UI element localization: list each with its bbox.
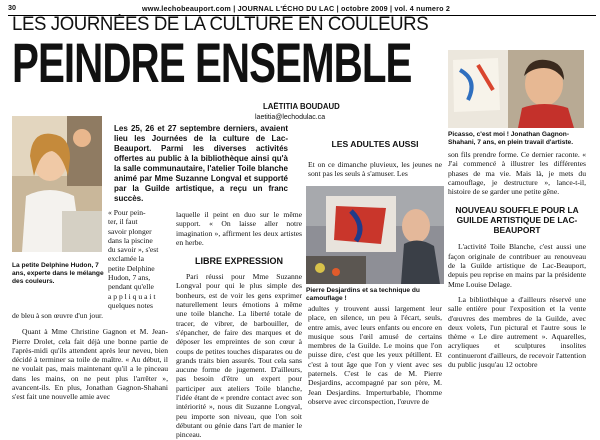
- photo-caption-jonathan: Picasso, c'est moi ! Jonathan Gagnon-Shahani, 7 ans, en plein travail d'artiste.: [448, 131, 574, 146]
- paragraph: Pari réussi pour Mme Suzanne Longval pour qui le plus simple des bonheurs, est de voir les gens exprimer naturellement leurs émotions à même une toile blanche. La liberté totale de tracer, de vibrer, de barbouiller, de s'épancher, de faire des marques et de déposer les empreintes de son cœur à coups de petites touches disparates ou de grands traits bien assurés. Tout cela sans aucune forme de jugement. D'ailleurs, pas besoin d'être un expert pour participer aux ateliers Toile blanche, l'idée étant de « prendre contact avec son intériorité », nous dit Suzanne Longval, peu importe son niveau, que l'on soit débutant ou génie dans l'art de manier le pinceau.: [176, 272, 302, 440]
- photo-pierre: [306, 186, 444, 284]
- text-line: quelques notes: [108, 300, 153, 310]
- column-1-body: [12, 311, 168, 402]
- text-line: savoir plonger: [108, 226, 152, 236]
- column-3-intro: Et on ce dimanche pluvieux, les jeunes ne sont pas les seuls à s'amuser. Les: [308, 160, 442, 179]
- subhead-adultes-aussi: LES ADULTES AUSSI: [331, 139, 419, 149]
- paragraph: son fils prendre forme. Ce dernier raconte. « J'ai commencé à illustrer les différentes phases de ma vie. Mais là, je mets du camouflage, je destructure », lance-t-il, histoire de se garder une petite gêne.: [448, 150, 586, 197]
- photo-caption-delphine: La petite Delphine Hudon, 7 ans, experte dans le mélange des couleurs.: [12, 262, 104, 285]
- photo-jonathan: [448, 50, 584, 128]
- subhead-nouveau-souffle: NOUVEAU SOUFFLE POUR LA GUILDE ARTISTIQUE DE LAC-BEAUPORT: [455, 205, 579, 236]
- article-kicker: LES JOURNÉES DE LA CULTURE EN COULEURS: [12, 14, 429, 35]
- text-line: de bleu à son œuvre d'un jour.: [12, 311, 103, 320]
- wrap-text: [108, 208, 168, 310]
- photo-delphine: [12, 116, 102, 252]
- column-2-body: [176, 210, 302, 440]
- byline-author: LAËTITIA BOUDAUD: [263, 102, 340, 111]
- article-headline: PEINDRE ENSEMBLE: [12, 31, 412, 94]
- paragraph: laquelle il peint en duo sur le même support. « On laisse aller notre imagination », affirment les deux artistes en herbe.: [176, 210, 302, 247]
- page-number: 30: [8, 3, 16, 12]
- paragraph: Quant à Mme Christine Gagnon et M. Jean-Pierre Drolet, cela fait déjà une bonne partie de l'après-midi qu'ils attendent après leur neveu, bien décidé à terminer sa toile de maître. « Au début, il ne voulait pas, mais maintenant qu'il a le pinceau dans les mains, on ne peut plus l'arrêter », avancent-ils. En plus, Jonathan Gagnon-Shahani s'est fait une nouvelle amie avec: [12, 327, 168, 402]
- paragraph: La bibliothèque a d'ailleurs réservé une salle entière pour l'exposition et la vente d'œuvres des membres de la Guilde, avec deux volets, l'un pictural et l'autre sous le thème « Le dire autrement ». Aquarelles, acryliques et sculptures insolites continueront d'ailleurs, de recevoir l'attention du public jusqu'au 12 octobre: [448, 294, 586, 370]
- article-lead: Les 25, 26 et 27 septembre derniers, avaient lieu les Journées de la culture de Lac-Beauport. Parmi les diverses activités offertes au public à la bibliothèque ainsi qu'à la salle communautaire, l'atelier Toile blanche animé par Mme Suzanne Longval et supporté par la Guilde artistique, a reçu un franc succès.: [114, 124, 288, 203]
- text-line: pendant qu'elle: [108, 282, 154, 292]
- column-3-body: adultes y trouvent aussi largement leur place, en silence, un peu à l'écart, seuls, entre amis, avec leurs enfants ou encore en musique sous l'œil amusé de certains membres de la Guilde. Le moins que l'on puisse dire, c'est que les yeux pétillent. Et c'est à tout âge que l'on y vient avec ses paternels. C'est le cas de M. Pierre Desjardins, accompagné par son père, M. Jean Desjardins. Imperturbable, l'homme observe avec circonspection, l'œuvre de: [308, 304, 442, 406]
- text-line: a p p l i q u a i t: [108, 291, 156, 301]
- text-line: ter, il faut: [108, 217, 138, 227]
- text-line: petite Delphine: [108, 263, 155, 273]
- text-line: Hudon, 7 ans,: [108, 273, 151, 283]
- subhead-libre-expression: LIBRE EXPRESSION: [194, 256, 284, 267]
- photo-caption-pierre: Pierre Desjardins et sa technique du camouflage !: [306, 287, 420, 302]
- byline-email: laetitia@lechodulac.ca: [255, 114, 326, 121]
- text-line: exclamée la: [108, 254, 145, 264]
- paragraph: L'activité Toile Blanche, c'est aussi une façon originale de contribuer au renouveau de la Guilde artistique de Lac-Beauport, depuis peu reprise en mains par la présidente Mme Louise Delage.: [448, 242, 586, 289]
- text-line: du savoir », s'est: [108, 245, 159, 255]
- text-line: dans la piscine: [108, 235, 153, 245]
- column-4-body: [448, 150, 586, 369]
- text-line: « Pour pein-: [108, 208, 146, 217]
- site-issue-line: www.lechobeauport.com | JOURNAL L'ÉCHO DU LAC | octobre 2009 | vol. 4 numero 2: [142, 4, 451, 13]
